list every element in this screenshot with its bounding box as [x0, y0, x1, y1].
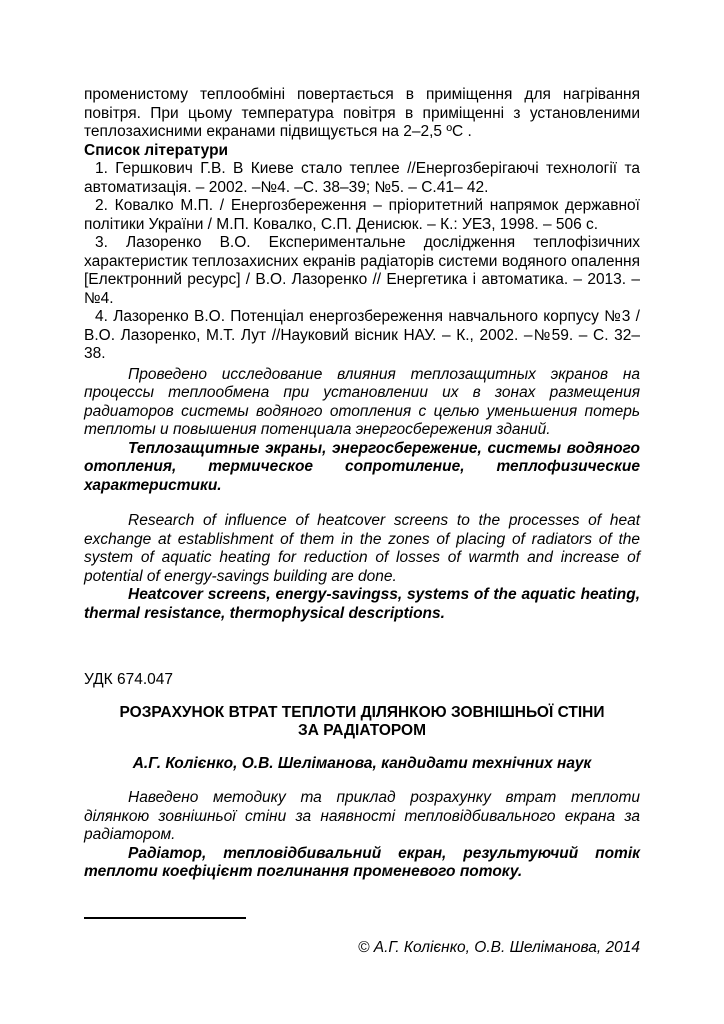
keywords-ukrainian: Радіатор, тепловідбивальний екран, результуючий потік теплоти коефіцієнт поглинання променевого потоку. — [84, 844, 640, 880]
article-title-line1: РОЗРАХУНОК ВТРАТ ТЕПЛОТИ ДІЛЯНКОЮ ЗОВНІШНЬОЇ СТІНИ — [119, 703, 605, 721]
references-heading: Список літератури — [84, 141, 229, 159]
article-authors: А.Г. Колієнко, О.В. Шеліманова, кандидати технічних наук — [132, 754, 592, 772]
keywords-russian: Теплозащитные экраны, энергосбережение, системы водяного отопления, термическое сопротиление, теплофизические характеристики. — [84, 439, 640, 494]
reference-item-1: 1. Гершкович Г.В. В Киеве стало теплее //Енергозберігаючі технології та автоматизація. – 2002. –№4. –С. 38–39; №5. – С.41– 42. — [84, 160, 640, 196]
intro-paragraph: променистому теплообміні повертається в приміщення для нагрівання повітря. При цьому температура повітря в приміщенні з установленими теплозахисними екранами підвищується на 2–2,5 ºС . — [84, 86, 640, 140]
abstract-russian: Проведено исследование влияния теплозащитных экранов на процессы теплообмена при установлении их в зонах размещения радиаторов системы водяного отопления с целью уменьшения потерь теплоты и повышения потенциала энергосбережения зданий. — [84, 365, 640, 438]
reference-item-3: 3. Лазоренко В.О. Експериментальне дослідження теплофізичних характеристик теплозахисних екранів радіаторів системи водяного опалення [Електронний ресурс] / В.О. Лазоренко // Енергетика і автоматика. – 2013. – №4. — [84, 234, 640, 307]
keywords-english: Heatcover screens, energy-savingss, systems of the aquatic heating, thermal resistance, thermophysical descriptions. — [84, 586, 640, 622]
footnote-rule — [84, 917, 246, 919]
copyright-line: © А.Г. Колієнко, О.В. Шеліманова, 2014 — [358, 938, 640, 956]
article-title-line2: ЗА РАДІАТОРОМ — [298, 722, 426, 739]
abstract-english: Research of influence of heatcover screens to the processes of heat exchange at establishment of them in the zones of placing of radiators of the system of aquatic heating for reduction of losses of warmth and increase of potential of energy-savings building are done. — [84, 512, 640, 585]
udc-code: УДК 674.047 — [84, 671, 174, 688]
abstract-ukrainian: Наведено методику та приклад розрахунку втрат теплоти ділянкою зовнішньої стіни за наявності тепловідбивального екрана за радіатором. — [84, 789, 640, 843]
article-title — [84, 704, 640, 741]
reference-item-2: 2. Ковалко М.П. / Енергозбереження – пріоритетний напрямок державної політики України / М.П. Ковалко, С.П. Денисюк. – К.: УЕЗ, 1998. – 506 с. — [84, 197, 640, 233]
reference-item-4: 4. Лазоренко В.О. Потенціал енергозбереження навчального корпусу №3 /В.О. Лазоренко, М.Т. Лут //Науковий вісник НАУ. – К., 2002. –№59. – С. 32–38. — [84, 308, 640, 362]
